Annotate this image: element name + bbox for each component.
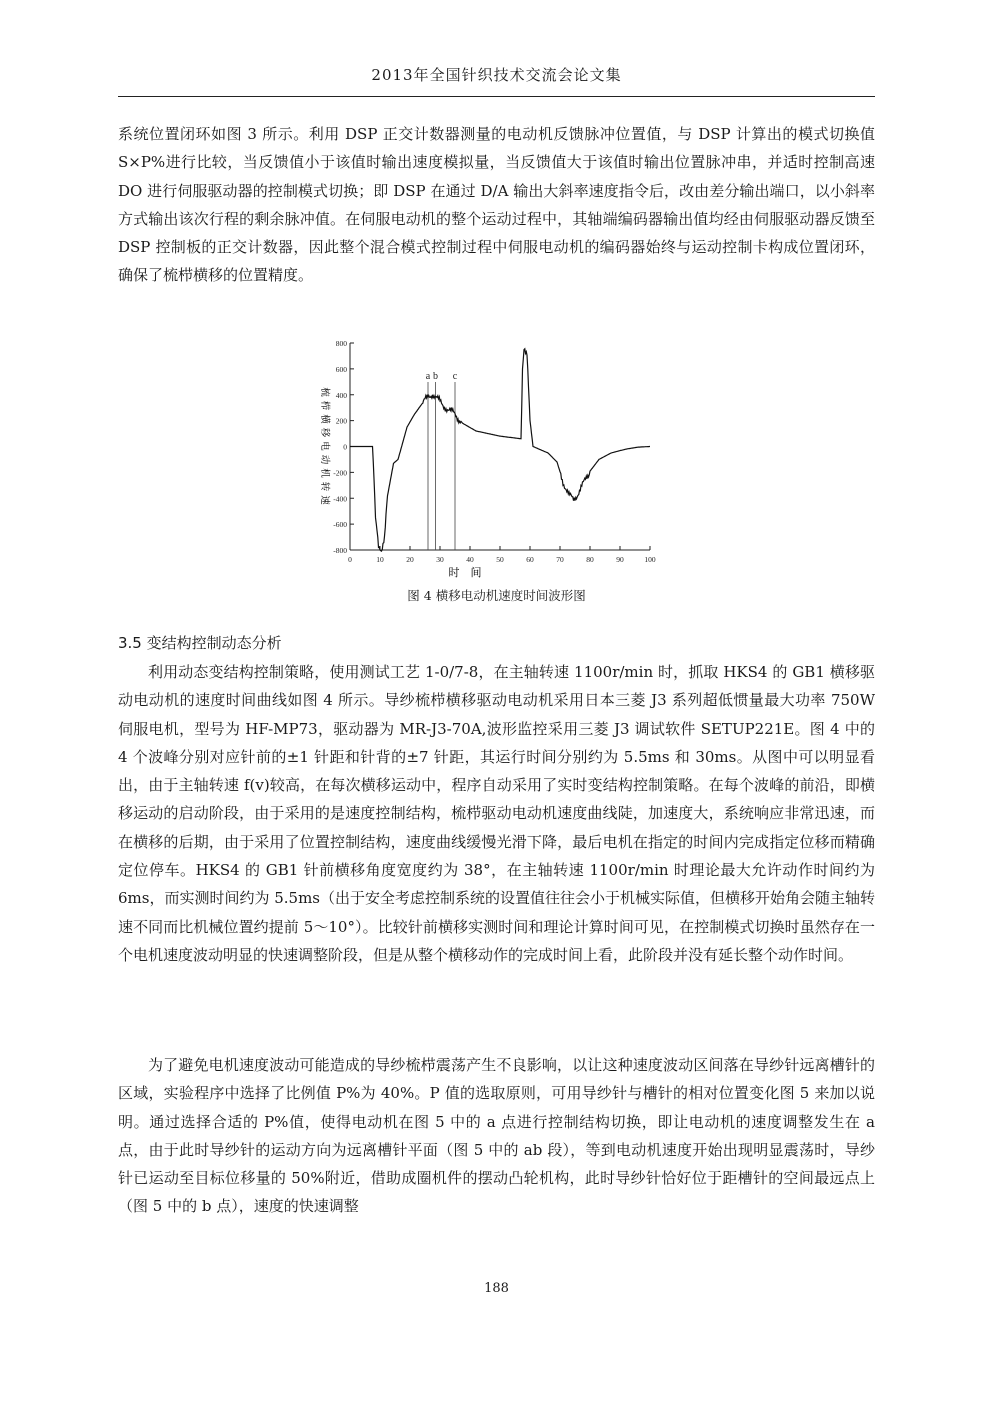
figure-caption: 图 4 横移电动机速度时间波形图 bbox=[407, 588, 586, 603]
marker-label-b: b bbox=[433, 371, 438, 382]
y-tick-label: -200 bbox=[333, 468, 347, 478]
chart-axes bbox=[350, 343, 650, 550]
paragraph-3: 为了避免电机速度波动可能造成的导纱梳栉震荡产生不良影响，以让这种速度波动区间落在导纱针远离槽针的区域，实验程序中选择了比例值 P%为 40%。P 值的选取原则，可用导纱针与槽针的相对位置变化图 5 来加以说明。通过选择合适的 P%值，使得电动机在图 5 中的 a 点进行控制结构切换，即让电动机的速度调整发生在 a 点，由于此时导纱针的运动方向为远离槽针平面（图 5 中的 ab 段），等到电动机速度开始出现明显震荡时，导纱针已运动至目标位移量的 50%附近，借助成圈机件的摆动凸轮机构，此时导纱针恰好位于距槽针的空间最远点上（图 5 中的 b 点），速度的快速调整 bbox=[118, 1056, 875, 1216]
header-rule bbox=[118, 96, 875, 97]
x-tick-label: 80 bbox=[586, 555, 594, 564]
section-heading: 3.5 变结构控制动态分析 bbox=[118, 634, 282, 652]
marker-label-c: c bbox=[452, 371, 458, 382]
y-tick-label: 600 bbox=[335, 364, 347, 374]
chart-ticks bbox=[333, 339, 656, 564]
speed-curve bbox=[350, 349, 650, 551]
paragraph-2: 利用动态变结构控制策略，使用测试工艺 1-0/7-8，在主轴转速 1100r/min 时，抓取 HKS4 的 GB1 横移驱动电动机的速度时间曲线如图 4 所示。导纱梳栉横移驱动电动机采用日本三菱 J3 系列超低惯量最大功率 750W 伺服电机，型号为 HF-MP73，驱动器为 MR-J3-70A,波形监控采用三菱 J3 调试软件 SETUP221E。图 4 中的 4 个波峰分别对应针前的±1 针距和针背的±7 针距，其运行时间分别约为 5.5ms 和 30ms。从图中可以明显看出，由于主轴转速 f(v)较高，在每次横移运动中，程序自动采用了实时变结构控制策略。在每个波峰的前沿，即横移运动的启动阶段，由于采用的是速度控制结构，梳栉驱动电动机速度曲线陡，加速度大，系统响应非常迅速，而在横移的后期，由于采用了位置控制结构，速度曲线缓慢光滑下降，最后电机在指定的时间内完成指定位移而精确定位停车。HKS4 的 GB1 针前横移角度宽度约为 38°，在主轴转速 1100r/min 时理论最大允许动作时间约为 6ms，而实测时间约为 5.5ms（出于安全考虑控制系统的设置值往往会小于机械实际值，但横移开始角会随主轴转速不同而比机械位置约提前 5～10°）。比较针前横移实测时间和理论计算时间可见，在控制模式切换时虽然存在一个电机速度波动明显的快速调整阶段，但是从整个横移动作的完成时间上看，此阶段并没有延长整个动作时间。 bbox=[118, 663, 876, 964]
x-axis-label: 时 间 bbox=[448, 567, 482, 579]
running-header: 2013年全国针织技术交流会论文集 bbox=[371, 66, 622, 84]
marker-label-a: a bbox=[425, 371, 431, 382]
x-tick-label: 10 bbox=[376, 555, 384, 564]
y-axis-label: 梳栉横移电动机转速 bbox=[319, 387, 329, 509]
x-tick-label: 50 bbox=[496, 555, 504, 564]
x-tick-label: 0 bbox=[348, 555, 352, 564]
speed-time-chart bbox=[300, 330, 660, 580]
x-tick-label: 90 bbox=[616, 555, 624, 564]
x-tick-label: 60 bbox=[526, 555, 534, 564]
y-tick-label: 400 bbox=[335, 390, 347, 400]
figure-4 bbox=[300, 330, 660, 580]
y-tick-label: -400 bbox=[333, 494, 347, 504]
y-tick-label: 0 bbox=[343, 442, 347, 452]
y-tick-label: 200 bbox=[335, 416, 347, 426]
paragraph-1: 系统位置闭环如图 3 所示。利用 DSP 正交计数器测量的电动机反馈脉冲位置值，与 DSP 计算出的模式切换值 S×P%进行比较，当反馈值小于该值时输出速度模拟量，当反馈值大于该值时输出位置脉冲串，并适时控制高速 DO 进行伺服驱动器的控制模式切换；即 DSP 在通过 D/A 输出大斜率速度指令后，改由差分输出端口，以小斜率方式输出该次行程的剩余脉冲值。在伺服电动机的整个运动过程中，其轴端编码器输出值均经由伺服驱动器反馈至 DSP 控制板的正交计数器，因此整个混合模式控制过程中伺服电动机的编码器始终与运动控制卡构成位置闭环，确保了梳栉横移的位置精度。 bbox=[118, 125, 875, 285]
x-tick-label: 70 bbox=[556, 555, 564, 564]
y-tick-label: -600 bbox=[333, 520, 347, 530]
y-tick-label: 800 bbox=[335, 339, 347, 348]
x-tick-label: 100 bbox=[644, 555, 656, 564]
page-number: 188 bbox=[484, 1281, 509, 1296]
x-tick-label: 20 bbox=[406, 555, 414, 564]
x-tick-label: 40 bbox=[466, 555, 474, 564]
x-tick-label: 30 bbox=[436, 555, 444, 564]
y-tick-label: -800 bbox=[333, 546, 347, 555]
